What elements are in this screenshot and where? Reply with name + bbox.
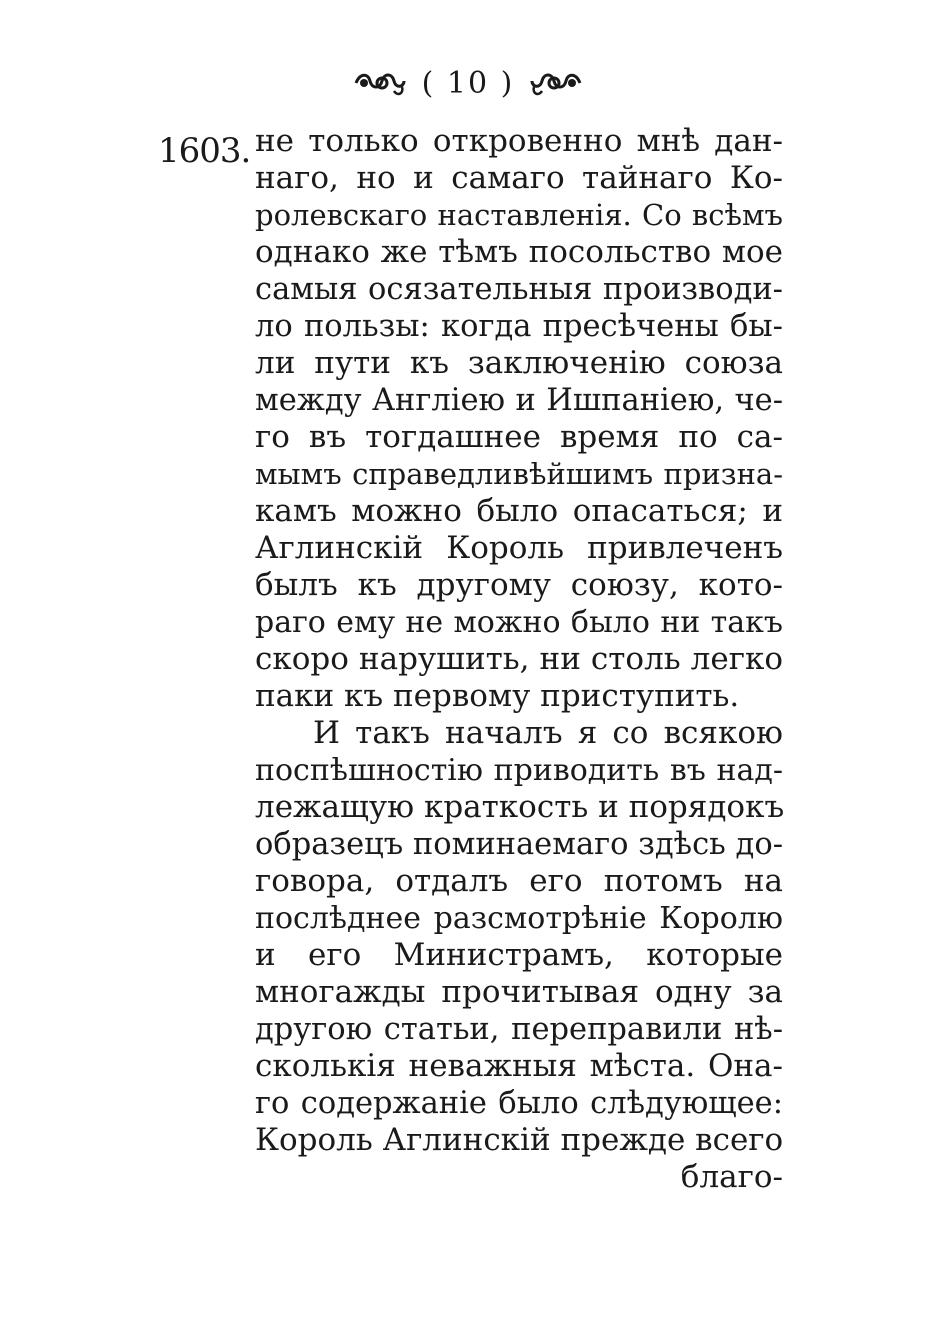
text-line: былъ къ другому союзу, кото- bbox=[255, 567, 783, 603]
text-line: между Англіею и Ишпаніею, че- bbox=[255, 383, 783, 418]
text-line: камъ можно было опасаться; и bbox=[255, 493, 783, 529]
page-number: ( 10 ) bbox=[421, 65, 515, 101]
text-line: Король Аглинскій прежде всего bbox=[255, 1122, 784, 1158]
text-line: И такъ началъ я со всякою bbox=[313, 715, 783, 751]
text-line: другою статьи, переправили нѣ- bbox=[255, 1012, 783, 1047]
margin-year: 1603. bbox=[158, 131, 251, 171]
text-line: самыя осязательныя производи- bbox=[255, 272, 783, 307]
text-line: мымъ справедливѣйшимъ призна- bbox=[255, 457, 783, 491]
text-line: ролевскаго наставленія. Со всѣмъ bbox=[255, 198, 783, 232]
text-line: послѣднее разсмотрѣніе Королю bbox=[255, 901, 783, 936]
right-ornament-icon bbox=[528, 67, 584, 99]
body-text bbox=[255, 123, 783, 1196]
text-line: наго, но и самаго тайнаго Ко- bbox=[255, 160, 783, 196]
paragraph-1 bbox=[255, 123, 783, 715]
text-line: многажды прочитывая одну за bbox=[255, 974, 783, 1010]
text-line: Аглинскій Король привлеченъ bbox=[255, 530, 783, 566]
text-line: образецъ поминаемаго здѣсь до- bbox=[255, 827, 783, 862]
text-line: лежащую краткость и порядокъ bbox=[255, 789, 785, 825]
text-line: ли пути къ заключенію союза bbox=[255, 345, 783, 381]
text-line: и его Министрамъ, которые bbox=[255, 937, 783, 973]
page-header bbox=[0, 58, 936, 108]
text-line: однако же тѣмъ посольство мое bbox=[255, 234, 783, 270]
text-line: сколькія неважныя мѣста. Она- bbox=[255, 1048, 783, 1084]
text-line: го въ тогдашнее время по са- bbox=[255, 419, 783, 455]
text-line: ло пользы: когда пресѣчены бы- bbox=[255, 309, 783, 344]
text-line: раго ему не можно было ни такъ bbox=[255, 605, 783, 640]
text-line: паки къ первому приступить. bbox=[255, 678, 740, 714]
text-line: не только откровенно мнѣ дан- bbox=[255, 123, 783, 159]
left-ornament-icon bbox=[352, 67, 408, 99]
text-line: скоро нарушить, ни столь легко bbox=[255, 641, 783, 677]
catchword: благо- bbox=[680, 1159, 783, 1195]
text-line: поспѣшностію приводить въ над- bbox=[255, 753, 783, 788]
text-line: говора, отдалъ его потомъ на bbox=[255, 863, 783, 899]
text-line: го содержаніе было слѣдующее: bbox=[255, 1086, 783, 1121]
paragraph-2 bbox=[255, 715, 783, 1159]
